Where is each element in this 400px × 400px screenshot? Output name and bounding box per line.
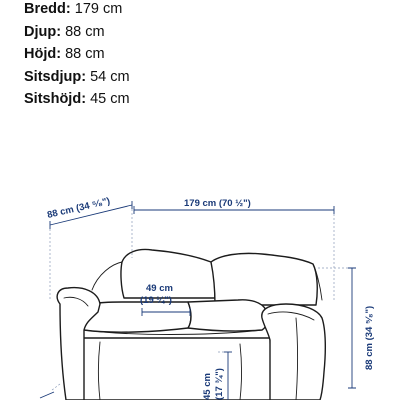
spec-height-value: 88 cm [65, 46, 105, 62]
spec-seat-depth-label: Sitsdjup: [24, 68, 87, 85]
seat-height-cm-label: 45 cm [202, 373, 213, 400]
spec-seat-depth-value: 54 cm [90, 68, 130, 85]
spec-height-label: Höjd: [24, 46, 62, 62]
height-dimension-label: 88 cm (34 ⁵⁄₈") [364, 305, 375, 370]
spec-seat-height-label: Sitshöjd: [24, 91, 87, 107]
armrest-right [262, 304, 326, 400]
height-dimension [318, 268, 375, 388]
seat-width-cm-label: 49 cm [146, 283, 173, 294]
back-cushion-right [211, 253, 317, 305]
spec-width-label: Bredd: [24, 1, 71, 17]
spec-depth-label: Djup: [24, 23, 62, 40]
width-dimension-label: 179 cm (70 ½") [184, 198, 251, 209]
seat-depth-dimension-line [40, 392, 54, 398]
depth-dimension [46, 196, 132, 300]
spec-depth-value: 88 cm [65, 23, 105, 40]
back-left-edge [92, 262, 122, 290]
seat-height-in-label: (17 ¾") [214, 368, 225, 400]
spec-width-value: 179 cm [74, 1, 123, 17]
depth-dimension-label: 88 cm (34 ⁵⁄₈") [46, 195, 112, 221]
sofa-body [72, 338, 272, 400]
seat-width-in-label: (19 ¼") [140, 295, 172, 306]
seat-depth-dimension-partial [40, 384, 60, 398]
sofa-illustration [57, 250, 325, 400]
spec-seat-height-value: 45 cm [90, 91, 130, 107]
seat-cushion-right [188, 300, 268, 331]
